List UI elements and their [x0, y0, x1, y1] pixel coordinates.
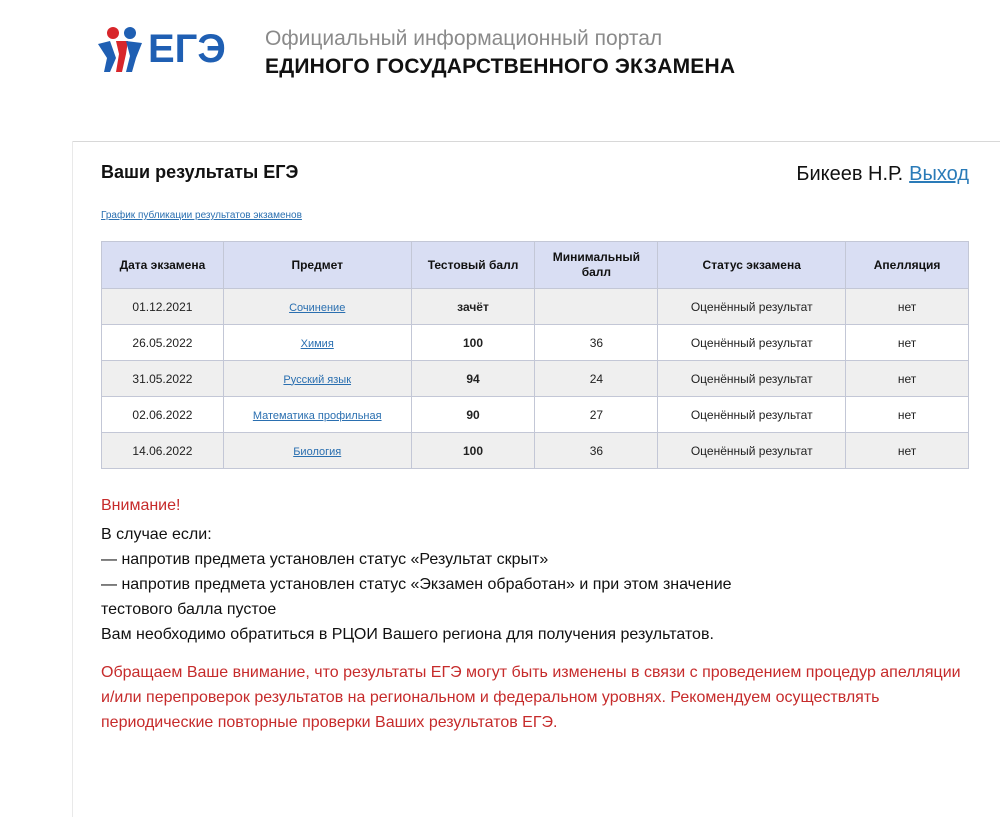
table-row [102, 433, 969, 469]
portal-title: ЕДИНОГО ГОСУДАРСТВЕННОГО ЭКЗАМЕНА [265, 55, 736, 78]
appeal: нет [846, 397, 969, 433]
header-appeal: Апелляция [846, 242, 969, 289]
header-status: Статус экзамена [658, 242, 846, 289]
logout-link[interactable]: Выход [909, 163, 969, 185]
exam-date: 31.05.2022 [102, 361, 224, 397]
exam-status: Оценённый результат [658, 433, 846, 469]
subject-link[interactable]: Биология [293, 445, 342, 458]
exam-date: 14.06.2022 [102, 433, 224, 469]
appeal: нет [846, 289, 969, 325]
exam-status: Оценённый результат [658, 397, 846, 433]
min-score: 27 [535, 397, 658, 433]
table-row [102, 361, 969, 397]
table-row [102, 397, 969, 433]
user-box [796, 163, 969, 186]
ege-emblem-icon [96, 24, 148, 76]
user-name: Бикеев Н.Р. [796, 163, 904, 185]
results-table [101, 241, 969, 469]
test-score: 100 [411, 325, 535, 361]
exam-status: Оценённый результат [658, 325, 846, 361]
min-score: 36 [535, 433, 658, 469]
logo-text: ЕГЭ [148, 27, 226, 71]
notice-line: В случае если: [101, 526, 212, 543]
exam-date: 02.06.2022 [102, 397, 224, 433]
exam-status: Оценённый результат [658, 289, 846, 325]
notice-title: Внимание! [101, 497, 181, 514]
header-date: Дата экзамена [102, 242, 224, 289]
content-left-border [72, 141, 73, 817]
table-row [102, 289, 969, 325]
test-score: 100 [411, 433, 535, 469]
ege-logo[interactable] [96, 24, 236, 76]
page-title: Ваши результаты ЕГЭ [101, 162, 299, 182]
table-row [102, 325, 969, 361]
exam-status: Оценённый результат [658, 361, 846, 397]
header-divider [72, 141, 1000, 142]
exam-date: 26.05.2022 [102, 325, 224, 361]
test-score: 94 [411, 361, 535, 397]
notice-body [101, 522, 971, 647]
warning-text: Обращаем Ваше внимание, что результаты ЕГЭ могут быть изменены в связи с проведением процедур апелляции и/или перепроверок результатов на региональном и федеральном уровнях. Рекомендуем осуществлять периодические повторные проверки Ваших результатов ЕГЭ. [101, 664, 961, 731]
test-score: зачёт [411, 289, 535, 325]
portal-subtitle: Официальный информационный портал [265, 27, 663, 50]
appeal: нет [846, 325, 969, 361]
notice-line: — напротив предмета установлен статус «Результат скрыт» [101, 551, 549, 568]
appeal: нет [846, 433, 969, 469]
min-score [535, 289, 658, 325]
table-header-row [102, 242, 969, 289]
header-min-score: Минимальный балл [535, 242, 658, 289]
min-score: 36 [535, 325, 658, 361]
header-subject: Предмет [223, 242, 411, 289]
schedule-link[interactable]: График публикации результатов экзаменов [101, 210, 302, 221]
subject-link[interactable]: Сочинение [289, 301, 346, 314]
notice-line: Вам необходимо обратиться в РЦОИ Вашего региона для получения результатов. [101, 626, 714, 643]
notice-line: — напротив предмета установлен статус «Экзамен обработан» и при этом значение [101, 576, 732, 593]
exam-date: 01.12.2021 [102, 289, 224, 325]
portal-header [0, 0, 1000, 142]
subject-link[interactable]: Химия [300, 337, 334, 350]
subject-link[interactable]: Математика профильная [252, 409, 382, 422]
min-score: 24 [535, 361, 658, 397]
appeal: нет [846, 361, 969, 397]
test-score: 90 [411, 397, 535, 433]
subject-link[interactable]: Русский язык [283, 373, 352, 386]
notice-line: тестового балла пустое [101, 601, 277, 618]
header-test-score: Тестовый балл [411, 242, 535, 289]
